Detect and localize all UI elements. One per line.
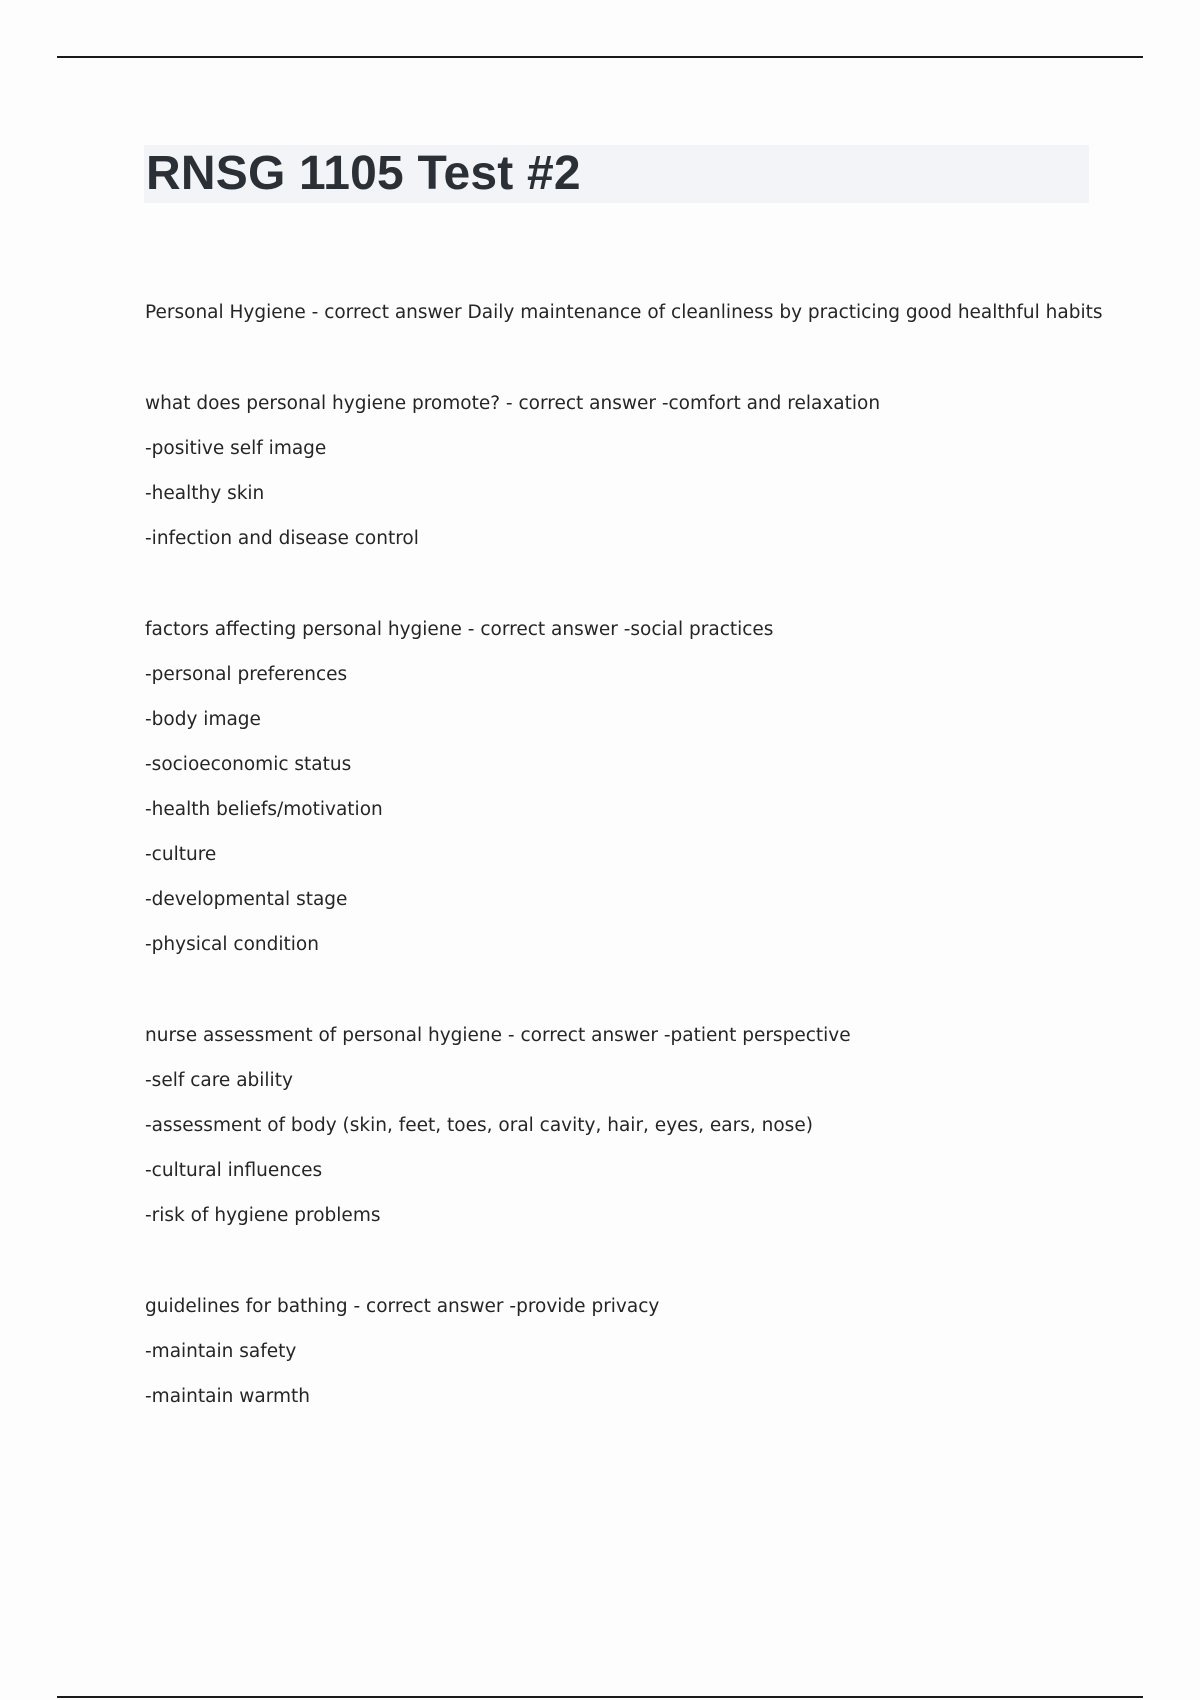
entry-line: -risk of hygiene problems (145, 1205, 381, 1226)
entry-line: Personal Hygiene - correct answer Daily maintenance of cleanliness by practicing good healthful habits (145, 302, 1103, 323)
entry-line: -socioeconomic status (145, 754, 352, 775)
entry-line: -developmental stage (145, 889, 348, 910)
entry-line: -culture (145, 844, 217, 865)
entry-line: -body image (145, 709, 261, 730)
entry-line: -infection and disease control (145, 528, 419, 549)
document-body (145, 290, 1105, 1465)
entry-line: guidelines for bathing - correct answer -provide privacy (145, 1296, 660, 1317)
entry-line: -cultural influences (145, 1160, 323, 1181)
entry-line: -healthy skin (145, 483, 265, 504)
qa-entry-hygiene-promotes (145, 381, 1105, 561)
entry-line: -maintain safety (145, 1341, 297, 1362)
entry-line: -positive self image (145, 438, 327, 459)
qa-entry-factors-affecting (145, 607, 1105, 967)
header-divider (57, 56, 1143, 58)
qa-entry-nurse-assessment (145, 1013, 1105, 1238)
entry-line: -self care ability (145, 1070, 293, 1091)
qa-entry-personal-hygiene (145, 290, 1105, 335)
page-title: RNSG 1105 Test #2 (146, 147, 581, 200)
entry-line: nurse assessment of personal hygiene - correct answer -patient perspective (145, 1025, 851, 1046)
entry-line: factors affecting personal hygiene - correct answer -social practices (145, 619, 774, 640)
entry-line: -assessment of body (skin, feet, toes, oral cavity, hair, eyes, ears, nose) (145, 1115, 813, 1136)
entry-line: -physical condition (145, 934, 319, 955)
entry-line: -personal preferences (145, 664, 348, 685)
qa-entry-bathing-guidelines (145, 1284, 1105, 1419)
entry-line: what does personal hygiene promote? - correct answer -comfort and relaxation (145, 393, 881, 414)
entry-line: -health beliefs/motivation (145, 799, 383, 820)
footer-divider (57, 1696, 1143, 1698)
entry-line: -maintain warmth (145, 1386, 310, 1407)
